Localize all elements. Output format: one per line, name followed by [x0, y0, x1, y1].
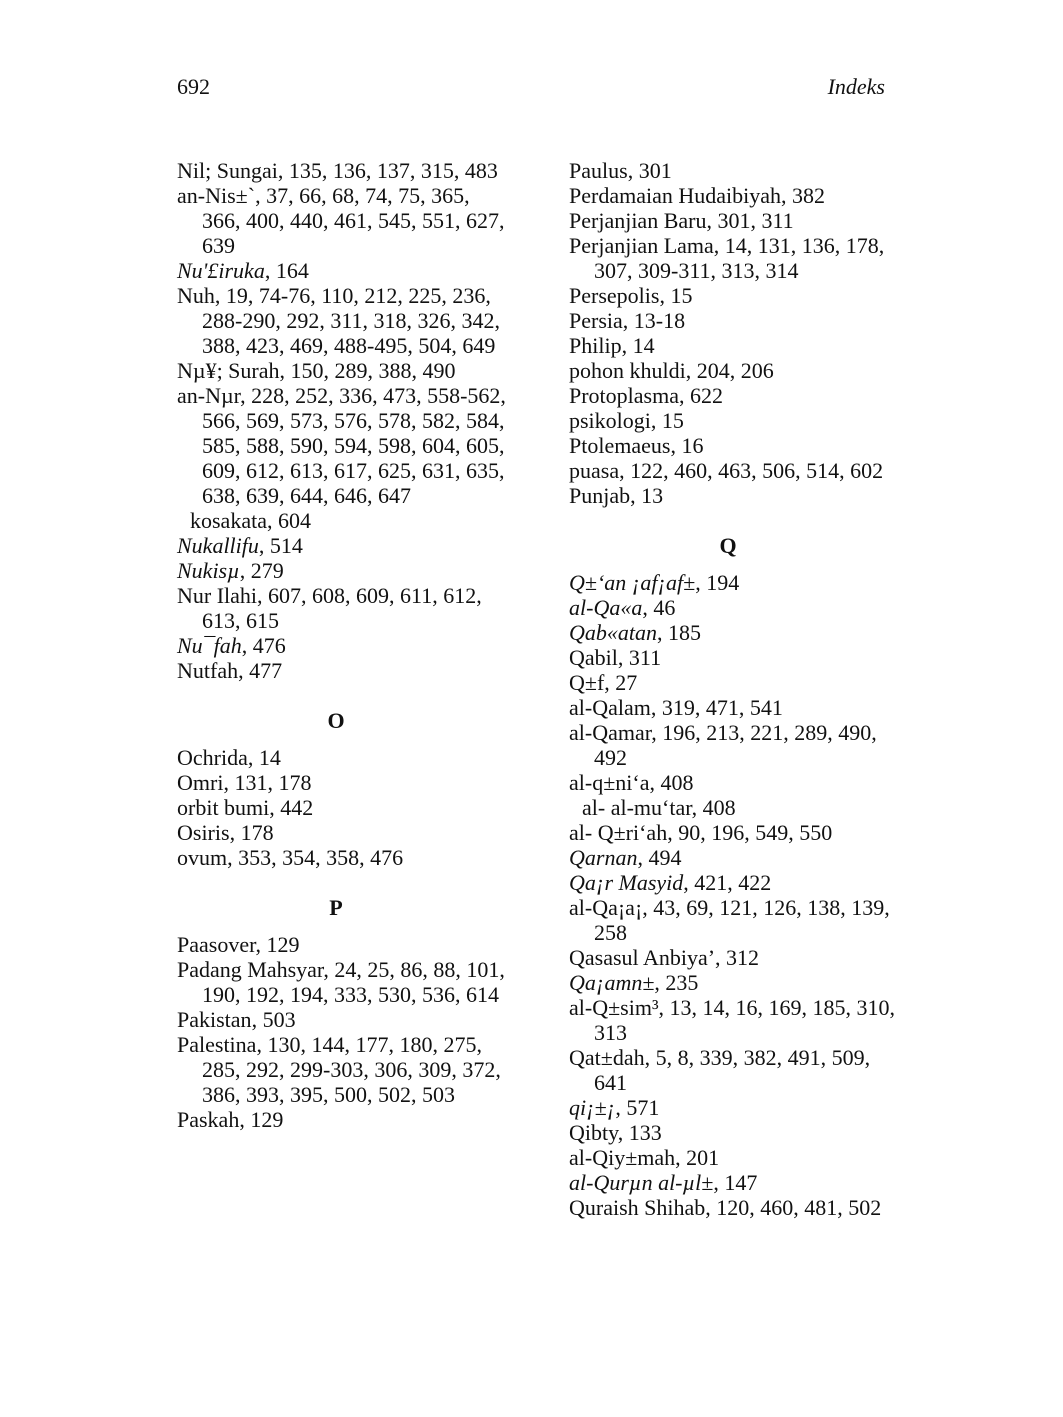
index-entry — [569, 870, 899, 895]
page-references: , 15 — [650, 408, 684, 433]
index-entry — [569, 308, 899, 333]
page-references: , 13-18 — [622, 308, 686, 333]
index-entry — [177, 258, 507, 283]
page-references: , 14 — [621, 333, 655, 358]
index-term: Qat±dah — [569, 1045, 645, 1070]
index-entry — [569, 408, 899, 433]
index-entry — [569, 183, 899, 208]
page-references: , 604 — [266, 508, 311, 533]
index-term: Paskah — [177, 1107, 240, 1132]
page-references: , 43, 69, 121, 126, 138, 139, 258 — [594, 895, 890, 945]
index-term: Nµ¥; Surah — [177, 358, 280, 383]
page-references: , 421, 422 — [683, 870, 772, 895]
page-references: , 228, 252, 336, 473, 558-562, 566, 569, 573, 576, 578, 582, 584, 585, 588, 590, 594, 598, 604, 605, 609, 612, 613, 617, 625, 631, 635, 638, 639, 644, 646, 647 — [202, 383, 506, 508]
page-references: , 477 — [238, 658, 283, 683]
index-entry — [177, 957, 507, 1007]
index-term: ovum — [177, 845, 228, 870]
index-entry — [177, 358, 507, 383]
index-entry — [569, 570, 899, 595]
page-references: , 133 — [617, 1120, 662, 1145]
page-references: , 19, 74-76, 110, 212, 225, 236, 288-290, 292, 311, 318, 326, 342, 388, 423, 469, 488-495, 504, 649 — [202, 283, 501, 358]
page-number: 692 — [177, 74, 210, 99]
page-references: , 27 — [604, 670, 638, 695]
index-entry — [569, 1095, 899, 1120]
index-entry — [177, 820, 507, 845]
index-term: Persia — [569, 308, 623, 333]
page-references: , 514 — [258, 533, 303, 558]
index-entry — [569, 770, 899, 795]
index-entry — [569, 458, 899, 483]
index-term: Ochrida — [177, 745, 248, 770]
page-references: , 129 — [239, 1107, 284, 1132]
index-entry — [569, 720, 899, 770]
index-term: Nukallifu — [177, 533, 259, 558]
page-references: , 37, 66, 68, 74, 75, 365, 366, 400, 440, 461, 545, 551, 627, 639 — [202, 183, 505, 258]
index-term: Qa¡amn± — [569, 970, 655, 995]
index-term: an-Nis±` — [177, 183, 256, 208]
page-references: , 120, 460, 481, 502 — [705, 1195, 882, 1220]
index-term: Punjab — [569, 483, 631, 508]
page-references: , 607, 608, 609, 611, 612, 613, 615 — [202, 583, 482, 633]
index-term: al- Q±ri‘ah — [569, 820, 668, 845]
index-term: Qasasul Anbiya’ — [569, 945, 716, 970]
page-references: , 503 — [251, 1007, 296, 1032]
page-references: , 150, 289, 388, 490 — [279, 358, 456, 383]
index-term: al-Qa¡a¡ — [569, 895, 643, 920]
page-references: , 382 — [781, 183, 825, 208]
page-references: , 130, 144, 177, 180, 275, 285, 292, 299-303, 306, 309, 372, 386, 393, 395, 500, 502, 503 — [202, 1032, 501, 1107]
index-entry — [177, 845, 507, 870]
index-term: pohon khuldi — [569, 358, 686, 383]
index-entry — [569, 695, 899, 720]
index-term: kosakata — [190, 508, 267, 533]
page-references: , 571 — [615, 1095, 660, 1120]
index-entry — [569, 1045, 899, 1095]
page-references: , 13 — [630, 483, 664, 508]
index-entry — [177, 745, 507, 770]
index-term: Persepolis — [569, 283, 660, 308]
index-term: Q±‘an ¡af¡af± — [569, 570, 696, 595]
index-term: Perjanjian Baru — [569, 208, 707, 233]
index-entry — [177, 583, 507, 633]
index-entry — [569, 358, 899, 383]
letter-heading-o: O — [327, 708, 345, 733]
index-term: Nur Ilahi — [177, 583, 258, 608]
index-term: Paasover — [177, 932, 256, 957]
page-references: , 311 — [617, 645, 662, 670]
index-entry — [569, 1120, 899, 1145]
index-entry — [177, 558, 507, 583]
index-term: al-Q±sim³ — [569, 995, 659, 1020]
section-o — [177, 745, 507, 870]
index-entry — [569, 208, 899, 233]
index-term: Nu'£iruka — [177, 258, 265, 283]
page-references: , 476 — [241, 633, 286, 658]
page-references: , 24, 25, 86, 88, 101, 190, 192, 194, 333, 530, 536, 614 — [202, 957, 505, 1007]
letter-heading-p: P — [329, 895, 343, 920]
page-references: , 16 — [670, 433, 704, 458]
index-term: Ptolemaeus — [569, 433, 671, 458]
index-entry — [569, 1145, 899, 1170]
page-references: , 178 — [229, 820, 274, 845]
section-q — [569, 570, 899, 1220]
index-term: Nil; Sungai — [177, 158, 278, 183]
index-entry — [569, 1195, 899, 1220]
page-references: , 319, 471, 541 — [650, 695, 783, 720]
page-references: , 14, 131, 136, 178, 307, 309-311, 313, 314 — [594, 233, 885, 283]
index-term: Perdamaian Hudaibiyah — [569, 183, 781, 208]
index-entry — [569, 970, 899, 995]
index-term: Pakistan — [177, 1007, 252, 1032]
page-references: , 129 — [255, 932, 300, 957]
page-references: , 301, 311 — [706, 208, 794, 233]
page-references: , 353, 354, 358, 476 — [227, 845, 404, 870]
index-term: Qab«atan — [569, 620, 657, 645]
index-entry — [569, 945, 899, 970]
index-term: al-Qurµn al-µl± — [569, 1170, 714, 1195]
page-references: , 201 — [675, 1145, 720, 1170]
index-term: Qibty — [569, 1120, 618, 1145]
page-references: , 122, 460, 463, 506, 514, 602 — [619, 458, 884, 483]
page-references: , 46 — [642, 595, 676, 620]
page-references: , 235 — [654, 970, 699, 995]
page-references: , 196, 213, 221, 289, 490, 492 — [594, 720, 877, 770]
index-entry — [569, 1170, 899, 1195]
index-entry — [569, 995, 899, 1045]
index-term: al- al-mu‘tar — [582, 795, 692, 820]
index-entry — [569, 158, 899, 183]
index-entry — [569, 383, 899, 408]
index-term: al-q±ni‘a — [569, 770, 650, 795]
index-subentry — [569, 795, 899, 820]
index-entry — [177, 1032, 507, 1107]
page-references: , 301 — [627, 158, 672, 183]
index-entry — [569, 670, 899, 695]
page-references: , 15 — [659, 283, 693, 308]
running-head: Indeks — [827, 74, 885, 99]
index-entry — [569, 233, 899, 283]
index-term: Perjanjian Lama — [569, 233, 714, 258]
page-references: , 622 — [679, 383, 723, 408]
index-term: al-Qalam — [569, 695, 651, 720]
index-term: Padang Mahsyar — [177, 957, 324, 982]
page-references: , 164 — [264, 258, 309, 283]
page-references: , 5, 8, 339, 382, 491, 509, 641 — [594, 1045, 871, 1095]
index-subentry — [177, 508, 507, 533]
index-column-right — [569, 158, 899, 1220]
index-term: al-Qa«a — [569, 595, 643, 620]
index-term: Qabil — [569, 645, 618, 670]
index-term: Osiris — [177, 820, 230, 845]
index-entry — [569, 820, 899, 845]
letter-heading-q: Q — [719, 533, 737, 558]
page-references: , 147 — [713, 1170, 758, 1195]
index-term: Nutfah — [177, 658, 239, 683]
index-entry — [569, 283, 899, 308]
index-entry — [177, 383, 507, 508]
index-term: qi¡±¡ — [569, 1095, 616, 1120]
index-term: al-Qamar — [569, 720, 652, 745]
section-p-continued — [569, 158, 899, 508]
index-term: Quraish Shihab — [569, 1195, 706, 1220]
index-entry — [569, 483, 899, 508]
index-entry — [177, 533, 507, 558]
index-entry — [569, 595, 899, 620]
page-references: , 135, 136, 137, 315, 483 — [277, 158, 498, 183]
index-entry — [177, 283, 507, 358]
page-references: , 408 — [649, 770, 694, 795]
page-references: , 494 — [637, 845, 682, 870]
index-term: Palestina — [177, 1032, 257, 1057]
index-term: puasa — [569, 458, 620, 483]
index-term: Paulus — [569, 158, 628, 183]
index-entry — [177, 932, 507, 957]
index-entry — [177, 770, 507, 795]
index-entry — [569, 620, 899, 645]
index-entry — [569, 895, 899, 945]
index-entry — [177, 658, 507, 683]
index-term: Omri — [177, 770, 224, 795]
page-references: , 279 — [239, 558, 284, 583]
page-references: , 194 — [695, 570, 740, 595]
index-entry — [177, 158, 507, 183]
index-term: psikologi — [569, 408, 651, 433]
index-entry — [177, 183, 507, 258]
index-entry — [177, 633, 507, 658]
index-term: Nuh — [177, 283, 215, 308]
index-entry — [569, 333, 899, 358]
index-column-left — [177, 158, 507, 1132]
index-entry — [569, 645, 899, 670]
page-references: , 90, 196, 549, 550 — [667, 820, 833, 845]
index-entry — [177, 1107, 507, 1132]
index-term: Nu¯fah — [177, 633, 242, 658]
index-term: Qarnan — [569, 845, 638, 870]
index-term: Nukisµ — [177, 558, 240, 583]
page-references: , 408 — [691, 795, 736, 820]
page-references: , 185 — [657, 620, 701, 645]
index-entry — [569, 845, 899, 870]
index-term: al-Qiy±mah — [569, 1145, 676, 1170]
page-references: , 312 — [715, 945, 760, 970]
index-term: orbit bumi — [177, 795, 270, 820]
index-entry — [177, 1007, 507, 1032]
page-references: , 131, 178 — [223, 770, 312, 795]
index-term: Philip — [569, 333, 622, 358]
index-term: Qa¡r Masyid — [569, 870, 684, 895]
index-entry — [569, 433, 899, 458]
page-references: , 204, 206 — [685, 358, 774, 383]
index-term: an-Nµr — [177, 383, 241, 408]
index-term: Q±f — [569, 670, 605, 695]
index-entry — [177, 795, 507, 820]
page-references: , 13, 14, 16, 169, 185, 310, 313 — [594, 995, 896, 1045]
section-p — [177, 932, 507, 1132]
page-references: , 14 — [247, 745, 281, 770]
page-references: , 442 — [269, 795, 314, 820]
index-term: Protoplasma — [569, 383, 679, 408]
section-n — [177, 158, 507, 683]
